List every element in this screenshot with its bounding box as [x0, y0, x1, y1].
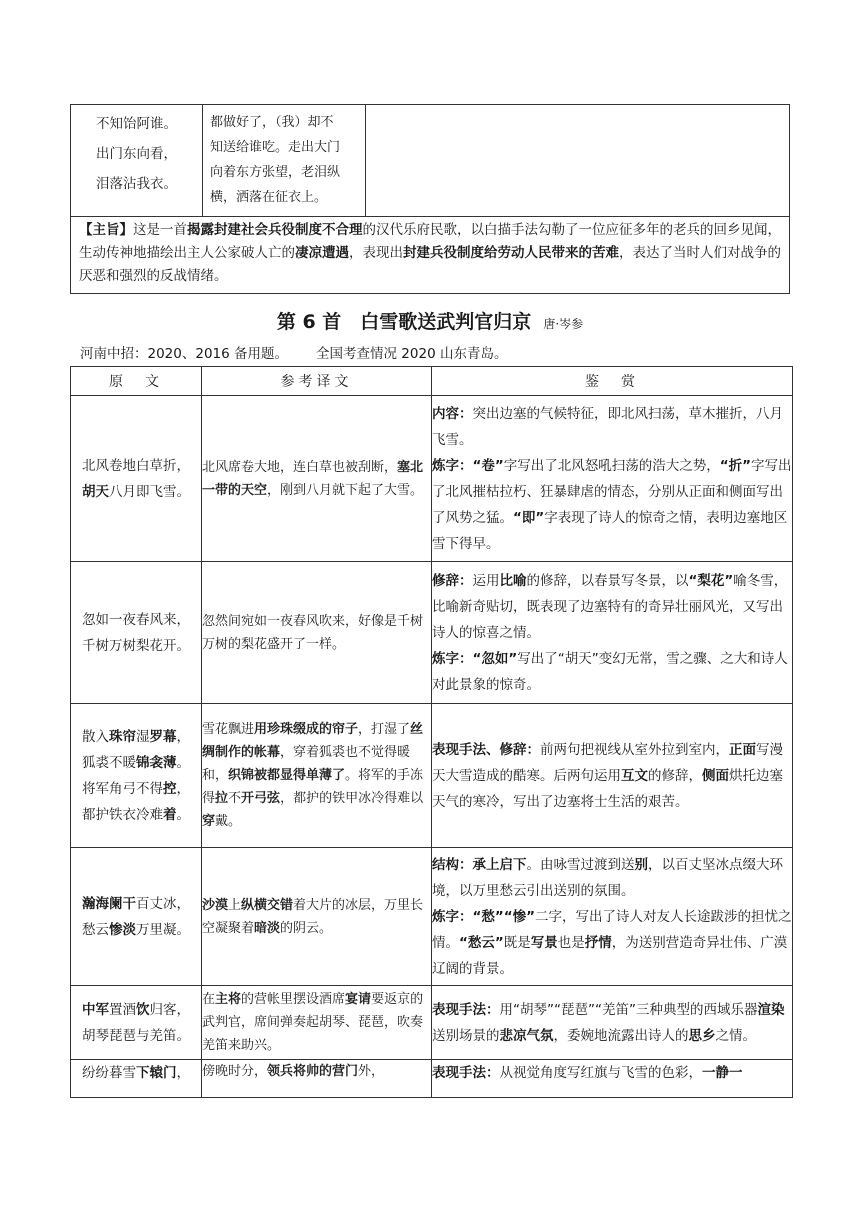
translation-segment: 雪花飘进 — [202, 722, 255, 737]
appreciation-segment: 字写出了北风怒吼扫荡的浩大之势， — [503, 457, 720, 474]
original-cell — [71, 396, 202, 562]
original-line — [71, 802, 201, 828]
translation-segment: 的阴云。 — [280, 920, 333, 936]
original-segment: 置酒 — [109, 1001, 136, 1018]
appreciation-segment: 炼字： — [432, 457, 473, 474]
appreciation-segment: 喻冬雪，比喻新奇贴切，既表现了边塞特有的奇异壮丽风光，又写出诗人的惊喜之情。 — [432, 572, 788, 641]
appreciation-segment: “愁云” — [459, 934, 504, 951]
appreciation-segment: 承上启下 — [472, 856, 527, 873]
original-line — [71, 1023, 201, 1049]
original-line — [71, 607, 201, 633]
appreciation-segment: 侧面 — [702, 767, 729, 784]
original-line — [71, 776, 201, 802]
translation-cell — [202, 704, 432, 848]
appreciation-segment: “愁”“惨” — [472, 908, 535, 925]
translation-segment: 领兵将帅的营门 — [267, 1064, 359, 1079]
appreciation-segment: 的修辞，以春景写冬景，以 — [526, 572, 689, 589]
appreciation-paragraph — [432, 1060, 792, 1086]
appreciation-segment: 炼字： — [432, 650, 473, 667]
appreciation-segment: 运用 — [472, 572, 500, 589]
original-segment: 百丈冰， — [136, 895, 190, 912]
original-segment: 将军角弓不得 — [82, 780, 163, 797]
appreciation-paragraph — [432, 401, 792, 453]
original-cell — [71, 562, 202, 704]
table-row — [71, 562, 793, 704]
translation-segment: 北风席卷大地，连白草也被刮断， — [202, 459, 398, 475]
translation-cell — [202, 562, 432, 704]
appreciation-cell — [432, 562, 793, 704]
translation-segment: ，穿着狐裘也不觉得暖和， — [202, 745, 411, 783]
appreciation-segment: 字表现了诗人的惊奇之情，表明边塞地区雪下得早。 — [432, 509, 788, 552]
translation-segment: 的营帐里摆设酒席 — [241, 992, 346, 1007]
appreciation-segment: ，委婉地流露出诗人的 — [553, 1027, 689, 1044]
original-segment: 北风卷地白草折， — [82, 457, 190, 474]
original-segment: ， — [176, 1065, 190, 1081]
translation-segment: 塞北一带的天空 — [202, 459, 424, 498]
original-line — [71, 724, 201, 750]
appreciation-cell — [432, 848, 793, 986]
appreciation-segment: ，为送别营造奇异壮伟、广漠辽阔的背景。 — [432, 934, 788, 977]
translation-segment: 不 — [228, 791, 242, 806]
appreciation-paragraph — [432, 453, 792, 557]
appreciation-segment: 表现手法、修辞： — [432, 741, 540, 758]
appreciation-segment: “卷” — [472, 457, 504, 474]
appreciation-paragraph — [432, 646, 792, 698]
header-appreciation: 鉴 赏 — [432, 367, 793, 396]
original-segment: 中军 — [82, 1001, 109, 1018]
exam-info — [80, 342, 535, 362]
appreciation-segment: “折” — [719, 457, 751, 474]
appreciation-cell — [432, 396, 793, 562]
translation-cell — [202, 1060, 432, 1098]
original-segment: 愁云 — [82, 921, 109, 938]
theme-segment: ，表达了当时人们对战争的厌恶和强烈的反战情绪。 — [79, 245, 781, 284]
appreciation-segment: 表现手法： — [432, 1065, 500, 1081]
appreciation-segment: 的修辞， — [648, 767, 702, 784]
original-cell — [71, 848, 202, 986]
original-line: 泪落沾我衣。 — [96, 176, 177, 192]
original-line: 出门东向看， — [96, 146, 177, 162]
translation-segment: 沙漠 — [202, 897, 229, 913]
appreciation-segment: 二字，写出了诗人对友人长途跋涉的担忧之情。 — [432, 908, 792, 951]
translation-segment: 暗淡 — [254, 920, 281, 936]
original-segment: 散入 — [82, 728, 109, 745]
original-segment: 胡琴琵琶与羌笛。 — [82, 1027, 190, 1044]
table-row — [71, 704, 793, 848]
translation-cell — [202, 986, 432, 1060]
appreciation-segment: 一静一 — [702, 1065, 743, 1081]
appreciation-segment: 比喻 — [499, 572, 527, 589]
appreciation-paragraph — [432, 852, 792, 904]
original-line — [71, 1060, 201, 1086]
original-segment: 都护铁衣冷难 — [82, 806, 163, 823]
appreciation-segment: ，以百丈坚冰点缀大环境，以万里愁云引出送别的氛围。 — [432, 856, 783, 899]
previous-translation-cell — [202, 105, 366, 216]
translation-segment: 着大片的冰层，万里长空凝聚着 — [202, 897, 424, 936]
theme-text — [79, 222, 781, 284]
appreciation-segment: 抒情 — [584, 934, 612, 951]
theme-segment: ，表现出 — [349, 245, 403, 261]
original-line — [71, 997, 201, 1023]
table-row — [71, 986, 793, 1060]
original-segment: 胡天 — [82, 483, 109, 500]
translation-segment: 上 — [228, 897, 242, 913]
original-segment: 。 — [176, 806, 190, 823]
appreciation-segment: 表现手法： — [432, 1001, 500, 1018]
translation-line: 横，洒落在征衣上。 — [210, 190, 328, 205]
appreciation-segment: “梨花” — [688, 572, 734, 589]
translation-cell — [202, 396, 432, 562]
original-line — [71, 479, 201, 505]
translation-segment: 宴请 — [345, 992, 372, 1007]
translation-segment: 开弓弦 — [241, 791, 281, 806]
poem-table — [70, 366, 793, 1098]
original-segment: 瀚海阑干 — [82, 895, 136, 912]
poem-author: 唐·岑参 — [543, 317, 584, 331]
appreciation-segment: 渲染 — [757, 1001, 785, 1018]
header-translation: 参考译文 — [202, 367, 432, 396]
appreciation-cell — [432, 1060, 793, 1098]
translation-segment: 外， — [358, 1064, 385, 1079]
theme-segment: 的汉代乐府民歌，以白描手法勾勒了一位应征多年的老兵的回乡见闻，生动传神地描绘出主人公家破人亡的 — [79, 222, 781, 261]
original-line — [71, 633, 201, 659]
poem-title — [0, 307, 860, 334]
original-segment: 锦衾薄 — [136, 754, 177, 771]
appreciation-segment: 修辞： — [432, 572, 473, 589]
translation-cell — [202, 848, 432, 986]
original-segment: 控 — [163, 780, 177, 797]
translation-segment: 织锦被都显得单薄了 — [228, 768, 346, 783]
appreciation-segment: 既是 — [503, 934, 531, 951]
appreciation-segment: 。由咏雪过渡到送 — [526, 856, 635, 873]
appreciation-segment: 用“胡琴”“琵琶”“羌笛”三种典型的西域乐器 — [499, 1001, 758, 1018]
header-original: 原 文 — [71, 367, 202, 396]
table-row — [71, 1060, 793, 1098]
translation-segment: 拉 — [215, 791, 229, 806]
translation-segment: ，打湿了 — [358, 722, 411, 737]
previous-original-cell — [71, 105, 203, 216]
theme-label: 【主旨】 — [79, 222, 133, 238]
original-line — [71, 917, 201, 943]
original-segment: 狐裘不暖 — [82, 754, 136, 771]
original-line — [71, 453, 201, 479]
table-row — [71, 396, 793, 562]
appreciation-segment: 结构： — [432, 856, 473, 873]
appreciation-segment: 思乡 — [688, 1027, 716, 1044]
original-segment: 归客， — [149, 1001, 190, 1018]
original-segment: 惨淡 — [109, 921, 136, 938]
translation-line: 都做好了，（我）却不 — [210, 115, 334, 130]
theme-segment: 揭露封建社会兵役制度不合理 — [187, 222, 363, 238]
appreciation-segment: 突出边塞的气候特征，即北风扫荡，草木摧折，八月飞雪。 — [432, 405, 783, 448]
appreciation-segment: 字写出了北风摧枯拉朽、狂暴肆虐的情态，分别从正面和侧面写出了风势之猛。 — [432, 457, 792, 526]
original-segment: 下辕门 — [136, 1065, 177, 1081]
appreciation-cell — [432, 986, 793, 1060]
original-segment: 纷纷暮雪 — [82, 1065, 136, 1081]
original-line: 不知饴阿谁。 — [96, 116, 177, 132]
original-cell — [71, 986, 202, 1060]
original-segment: 。 — [176, 754, 190, 771]
appreciation-segment: 写出了“胡天”变幻无常，雪之骤、之大和诗人对此景象的惊奇。 — [432, 650, 788, 693]
original-line — [71, 750, 201, 776]
previous-original-text — [71, 109, 202, 199]
poem-title-main: 第 6 首 白雪歌送武判官归京 — [276, 311, 532, 333]
original-segment: 罗幕 — [149, 728, 177, 745]
translation-segment: ，都护的铁甲冰冷得难以 — [280, 791, 424, 806]
appreciation-segment: 送别场景的 — [432, 1027, 500, 1044]
appreciation-segment: 也是 — [557, 934, 585, 951]
appreciation-segment: 之情。 — [715, 1027, 756, 1044]
translation-line: 向着东方张望，老泪纵 — [210, 165, 341, 180]
theme-segment: 这是一首 — [133, 222, 187, 238]
original-segment: 万里凝。 — [136, 921, 190, 938]
previous-translation-text — [210, 110, 360, 210]
appreciation-segment: “即” — [513, 509, 545, 526]
previous-poem-row — [71, 105, 789, 217]
original-segment: ， — [176, 728, 190, 745]
translation-segment: 忽然间宛如一夜春风吹来，好像是千树万树的梨花盛开了一样。 — [202, 613, 424, 652]
henan-exam-info: 河南中招：2020、2016 备用题。 — [80, 346, 289, 362]
appreciation-segment: 炼字： — [432, 908, 473, 925]
original-segment: 珠帘 — [109, 728, 136, 745]
original-cell — [71, 704, 202, 848]
appreciation-segment: 别 — [634, 856, 648, 873]
appreciation-segment: 前两句把视线从室外拉到室内， — [540, 741, 729, 758]
appreciation-cell — [432, 704, 793, 848]
translation-segment: 。将军的手冻得 — [202, 768, 424, 806]
original-segment: ， — [176, 780, 190, 797]
original-segment: 忽如一夜春风来， — [82, 611, 190, 628]
translation-segment: 要返京的武判官，席间弹奏起胡琴、琵琶，吹奏羌笛来助兴。 — [202, 992, 424, 1053]
theme-paragraph — [79, 219, 783, 288]
original-cell — [71, 1060, 202, 1098]
translation-segment: 戴。 — [215, 814, 242, 829]
original-segment: 着 — [163, 806, 177, 823]
appreciation-paragraph — [432, 568, 792, 646]
national-exam-info: 全国考查情况 2020 山东青岛。 — [316, 346, 508, 362]
appreciation-segment: 内容： — [432, 405, 473, 422]
appreciation-segment: 烘托边塞天气的寒冷，写出了边塞将士生活的艰苦。 — [432, 767, 783, 810]
appreciation-paragraph — [432, 737, 792, 815]
appreciation-segment: 互文 — [621, 767, 648, 784]
appreciation-segment: 从视觉角度写红旗与飞雪的色彩， — [499, 1065, 702, 1081]
table-row — [71, 848, 793, 986]
translation-segment: 用珍珠缀成的帘子 — [254, 722, 359, 737]
translation-line: 知送给谁吃。走出大门 — [210, 140, 341, 155]
appreciation-segment: 悲凉气氛 — [499, 1027, 554, 1044]
translation-segment: ，刚到八月就下起了大雪。 — [267, 482, 424, 498]
original-segment: 八月即飞雪。 — [109, 483, 190, 500]
translation-segment: 纵横交错 — [241, 897, 294, 913]
theme-segment: 凄凉遭遇 — [295, 245, 349, 261]
table-body — [71, 396, 793, 1098]
appreciation-segment: 正面 — [729, 741, 756, 758]
table-header-row — [71, 367, 793, 396]
appreciation-paragraph — [432, 904, 792, 982]
original-segment: 千树万树梨花开。 — [82, 637, 190, 654]
original-line — [71, 891, 201, 917]
previous-poem-block — [70, 104, 790, 294]
translation-segment: 主将 — [215, 992, 242, 1007]
appreciation-segment: 写漫天大雪造成的酷寒。后两句运用 — [432, 741, 783, 784]
translation-segment: 傍晚时分， — [202, 1064, 268, 1079]
translation-segment: 穿 — [202, 814, 216, 829]
appreciation-segment: “忽如” — [472, 650, 518, 667]
appreciation-segment: 写景 — [530, 934, 558, 951]
theme-segment: 封建兵役制度给劳动人民带来的苦难 — [403, 245, 619, 261]
translation-segment: 在 — [202, 992, 216, 1007]
appreciation-paragraph — [432, 997, 792, 1049]
original-segment: 湿 — [136, 728, 150, 745]
original-segment: 饮 — [136, 1001, 150, 1018]
translation-segment: 丝绸制作的帐幕 — [202, 722, 424, 760]
